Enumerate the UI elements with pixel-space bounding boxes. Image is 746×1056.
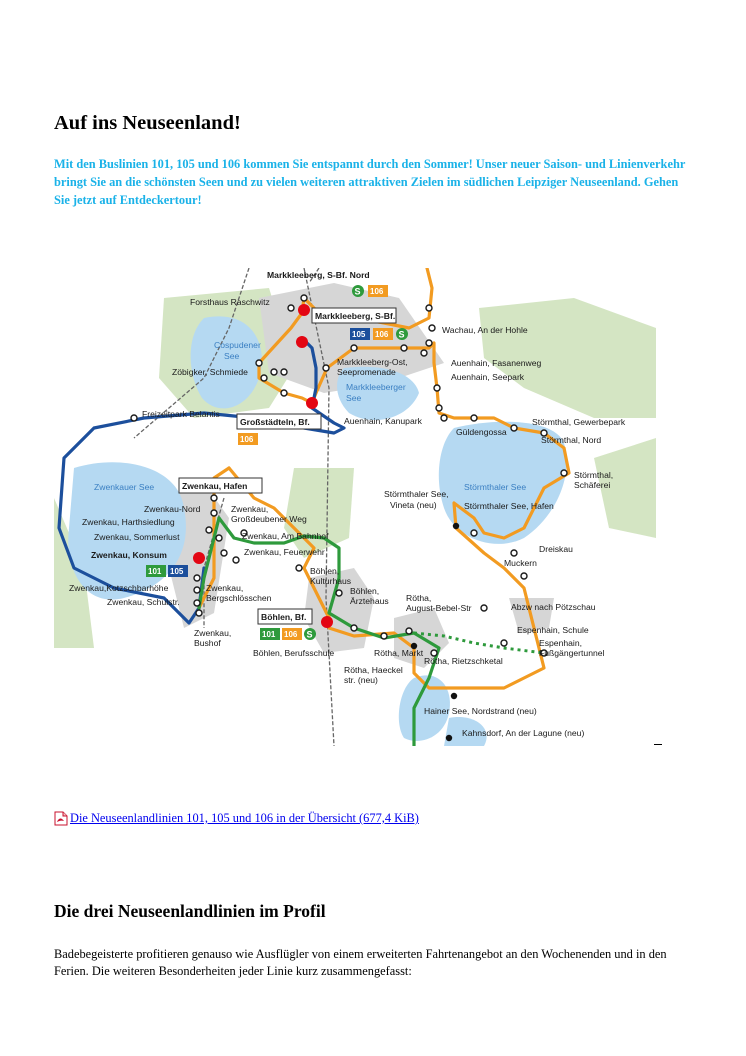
stop-grossstaedteln: Großstädteln, Bf. bbox=[240, 417, 310, 427]
stop-zwenkau-kotz: Zwenkau,Kotzschbarhöhe bbox=[69, 583, 169, 593]
line-105-badge: 105 bbox=[170, 567, 184, 576]
stop-muckern: Muckern bbox=[504, 558, 537, 568]
stop-dreiskau: Dreiskau bbox=[539, 544, 573, 554]
stop-stoermthal-schaef: Störmthal, bbox=[574, 470, 614, 480]
stop-boehlen-bf: Böhlen, Bf. bbox=[261, 612, 307, 622]
stop-gueldengossa: Güldengossa bbox=[456, 427, 507, 437]
pdf-file-icon bbox=[54, 811, 68, 826]
route-map bbox=[54, 268, 656, 746]
stop-stoermthaler-hafen: Störmthaler See, Hafen bbox=[464, 501, 554, 511]
stop-hainer: Hainer See, Nordstrand (neu) bbox=[424, 706, 537, 716]
stop-zwenkau-bahnhof: Zwenkau, Am Bahnhof bbox=[242, 531, 329, 541]
s-bahn-badge: S bbox=[306, 629, 313, 640]
stop-auenhain-seepark: Auenhain, Seepark bbox=[451, 372, 525, 382]
stop-stoermthal-nord: Störmthal, Nord bbox=[541, 435, 602, 445]
stop-espenhain-fuss-2: Fußgängertunnel bbox=[539, 648, 605, 658]
section-heading: Die drei Neuseenlandlinien im Profil bbox=[54, 901, 326, 921]
stop-wachau: Wachau, An der Hohle bbox=[442, 325, 528, 335]
stop-zwenkau-konsum: Zwenkau, Konsum bbox=[91, 550, 167, 560]
line-106-badge: 106 bbox=[370, 287, 384, 296]
stop-markkleeberg-sbf: Markkleeberg, S-Bf. bbox=[315, 311, 396, 321]
page-title: Auf ins Neuseenland! bbox=[54, 112, 241, 134]
stop-auenhain-kanu: Auenhain, Kanupark bbox=[344, 416, 422, 426]
lake-label-markkleeberg-2: See bbox=[346, 393, 362, 403]
badge-boehlen-bf bbox=[260, 628, 316, 640]
stop-zwenkau-schul: Zwenkau, Schulstr. bbox=[107, 597, 180, 607]
stop-espenhain-schule: Espenhain, Schule bbox=[517, 625, 589, 635]
pdf-download-link[interactable]: Die Neuseenlandlinien 101, 105 und 106 in der Übersicht (677,4 KiB) bbox=[70, 811, 419, 825]
stop-markkleeberg-nord: Markkleeberg, S-Bf. Nord bbox=[267, 270, 370, 280]
line-101-badge: 101 bbox=[148, 567, 162, 576]
stop-boehlen-kultur: Böhlen, bbox=[310, 566, 340, 576]
line-106-badge: 106 bbox=[284, 630, 298, 639]
stop-roetha-haeckel-2: str. (neu) bbox=[344, 675, 378, 685]
lake-label-markkleeberg: Markkleeberger bbox=[346, 382, 406, 392]
badge-grossstaedteln bbox=[238, 433, 258, 445]
s-bahn-badge: S bbox=[398, 329, 405, 340]
line-106-badge: 106 bbox=[375, 330, 389, 339]
intro-text: Mit den Buslinien 101, 105 und 106 kommen Sie entspannt durch den Sommer! Unser neuer Saison- und Linienverkehr bringt Sie an die schönsten Seen und zu vielen weiteren attraktiven Zielen im südlichen Leipziger Neuseenland. Gehen Sie jetzt auf Entdeckertour! bbox=[54, 157, 686, 207]
stop-zwenkau-sommer: Zwenkau, Sommerlust bbox=[94, 532, 180, 542]
stop-zwenkau-berg: Zwenkau, bbox=[206, 583, 244, 593]
stop-boehlen-arzt-2: Ärztehaus bbox=[350, 596, 389, 606]
stop-zwenkau-feuerwehr: Zwenkau, Feuerwehr bbox=[244, 547, 325, 557]
stop-roetha-bebel: Rötha, bbox=[406, 593, 432, 603]
badge-markkleeberg-sbf bbox=[350, 328, 408, 340]
line-105-badge: 105 bbox=[352, 330, 366, 339]
stop-stoermthal-gewerbe: Störmthal, Gewerbepark bbox=[532, 417, 626, 427]
stop-zwenkau-nord: Zwenkau-Nord bbox=[144, 504, 201, 514]
stop-vineta: Störmthaler See, bbox=[384, 489, 449, 499]
pdf-download[interactable] bbox=[54, 808, 419, 826]
stop-zwenkau-bushof: Zwenkau, bbox=[194, 628, 232, 638]
stop-roetha-haeckel: Rötha, Haeckel bbox=[344, 665, 403, 675]
lake-label-cospuden-2: See bbox=[224, 351, 240, 361]
line-101-badge: 101 bbox=[262, 630, 276, 639]
stop-roetha-rietz: Rötha, Rietzschketal bbox=[424, 656, 503, 666]
stop-zwenkau-harth: Zwenkau, Harthsiedlung bbox=[82, 517, 175, 527]
stop-zwenkau-hafen: Zwenkau, Hafen bbox=[182, 481, 248, 491]
stop-espenhain-fuss: Espenhain, bbox=[539, 638, 583, 648]
stop-mk-ost: Markkleeberg-Ost, bbox=[337, 357, 408, 367]
stop-boehlen-arzt: Böhlen, bbox=[350, 586, 380, 596]
line-106-badge: 106 bbox=[240, 435, 254, 444]
stop-mk-ost-2: Seepromenade bbox=[337, 367, 396, 377]
underline-mark bbox=[654, 744, 662, 745]
stop-auenhain-fasan: Auenhain, Fasanenweg bbox=[451, 358, 542, 368]
stop-abzw: Abzw nach Pötzschau bbox=[511, 602, 596, 612]
section-body: Badebegeisterte profitieren genauso wie Ausflügler von einem erweiterten Fahrtenangebot an den Wochenenden und in den Ferien. Die weiteren Besonderheiten jeder Linie kurz zusammengefasst: bbox=[54, 947, 667, 978]
stop-forsthaus: Forsthaus Raschwitz bbox=[190, 297, 270, 307]
s-bahn-badge: S bbox=[354, 286, 361, 297]
stop-stoermthal-schaef-2: Schäferei bbox=[574, 480, 611, 490]
stop-roetha-bebel-2: August-Bebel-Str bbox=[406, 603, 472, 613]
badge-markkleeberg-nord bbox=[352, 285, 388, 297]
lake-label-zwenkau: Zwenkauer See bbox=[94, 482, 155, 492]
stop-zwenkau-gross-2: Großdeubener Weg bbox=[231, 514, 307, 524]
stop-vineta-2: Vineta (neu) bbox=[390, 500, 437, 510]
lake-label-cospuden: Cospudener bbox=[214, 340, 261, 350]
stop-zwenkau-bushof-2: Bushof bbox=[194, 638, 221, 648]
stop-boehlen-kultur-2: Kulturhaus bbox=[310, 576, 352, 586]
stop-freizeitpark: Freizeitpark Belantis bbox=[142, 409, 220, 419]
stop-zwenkau-berg-2: Bergschlösschen bbox=[206, 593, 272, 603]
stop-boehlen-berufsschule: Böhlen, Berufsschule bbox=[253, 648, 335, 658]
stop-roetha-markt: Rötha, Markt bbox=[374, 648, 424, 658]
lake-label-stoermthal: Störmthaler See bbox=[464, 482, 527, 492]
stop-kahnsdorf: Kahnsdorf, An der Lagune (neu) bbox=[462, 728, 585, 738]
stop-zwenkau-gross: Zwenkau, bbox=[231, 504, 269, 514]
stop-zoebigker: Zöbigker, Schmiede bbox=[172, 367, 248, 377]
